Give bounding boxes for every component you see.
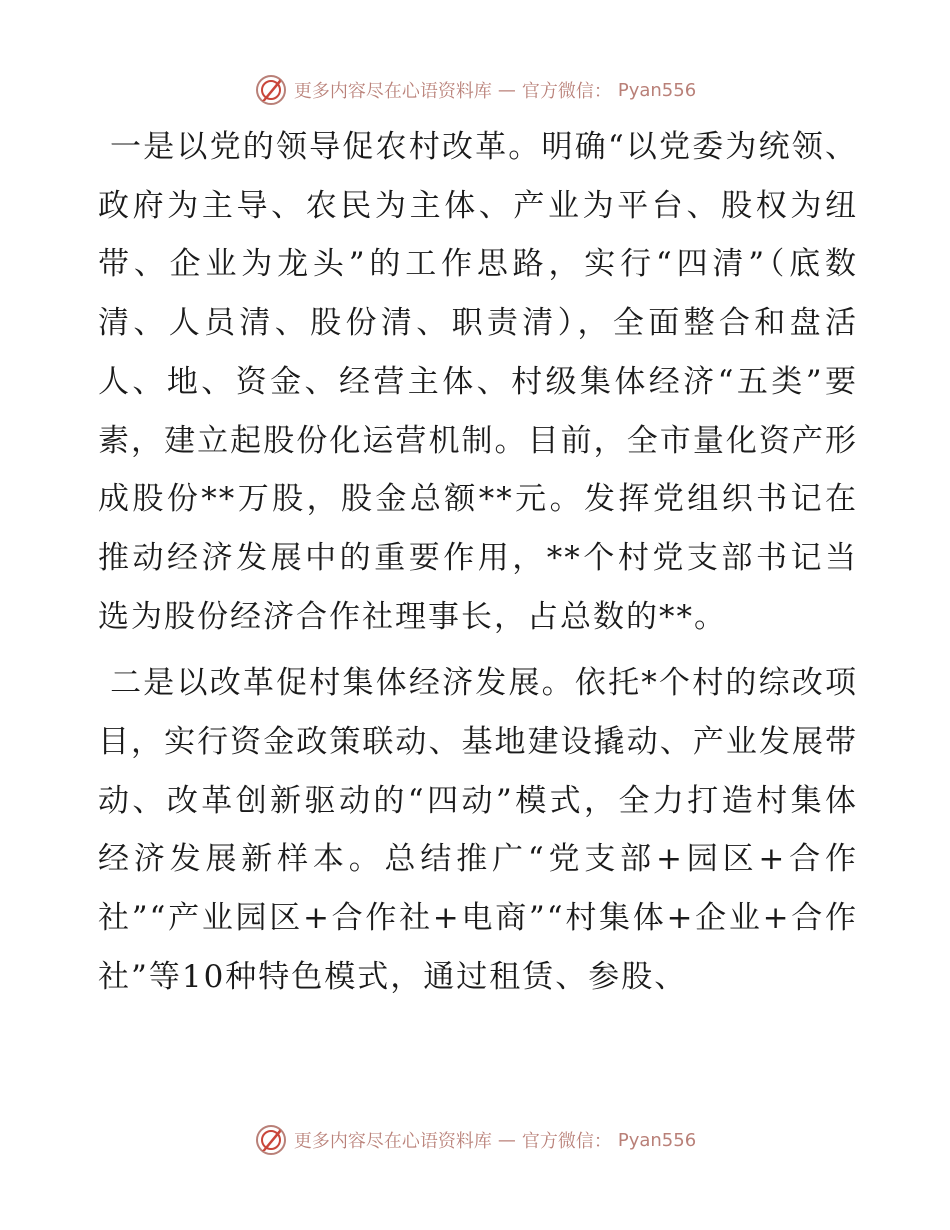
- paragraph-1: 一是以党的领导促农村改革。明确“以党委为统领、政府为主导、农民为主体、产业为平台、股权为纽带、企业为龙头”的工作思路，实行“四清”（底数清、人员清、股份清、职责清），全面整合和盘活人、地、资金、经营主体、村级集体经济“五类”要素，建立起股份化运营机制。目前，全市量化资产形成股份**万股，股金总额**元。发挥党组织书记在推动经济发展中的重要作用，**个村党支部书记当选为股份经济合作社理事长，占总数的**。: [98, 129, 858, 635]
- header-watermark: [0, 70, 950, 110]
- quill-seal-icon: [254, 1123, 288, 1157]
- watermark-wechat-label: 官方微信：: [521, 81, 612, 102]
- watermark-separator: —: [497, 1129, 516, 1151]
- watermark-title: 更多内容尽在心语资料库: [293, 1131, 492, 1152]
- watermark-separator: —: [497, 79, 516, 101]
- footer-watermark: [0, 1120, 950, 1160]
- document-body: [98, 118, 858, 1007]
- watermark-wechat-handle: Pyan556: [617, 1129, 697, 1151]
- watermark-title: 更多内容尽在心语资料库: [293, 81, 492, 102]
- watermark-wechat-handle: Pyan556: [617, 79, 697, 101]
- quill-seal-icon: [254, 73, 288, 107]
- watermark-wechat-label: 官方微信：: [521, 1131, 612, 1152]
- paragraph-2: 二是以改革促村集体经济发展。依托*个村的综改项目，实行资金政策联动、基地建设撬动、产业发展带动、改革创新驱动的“四动”模式，全力打造村集体经济发展新样本。总结推广“党支部+园区+合作社”“产业园区+合作社+电商”“村集体+企业+合作社”等10种特色模式，通过租赁、参股、: [98, 665, 858, 995]
